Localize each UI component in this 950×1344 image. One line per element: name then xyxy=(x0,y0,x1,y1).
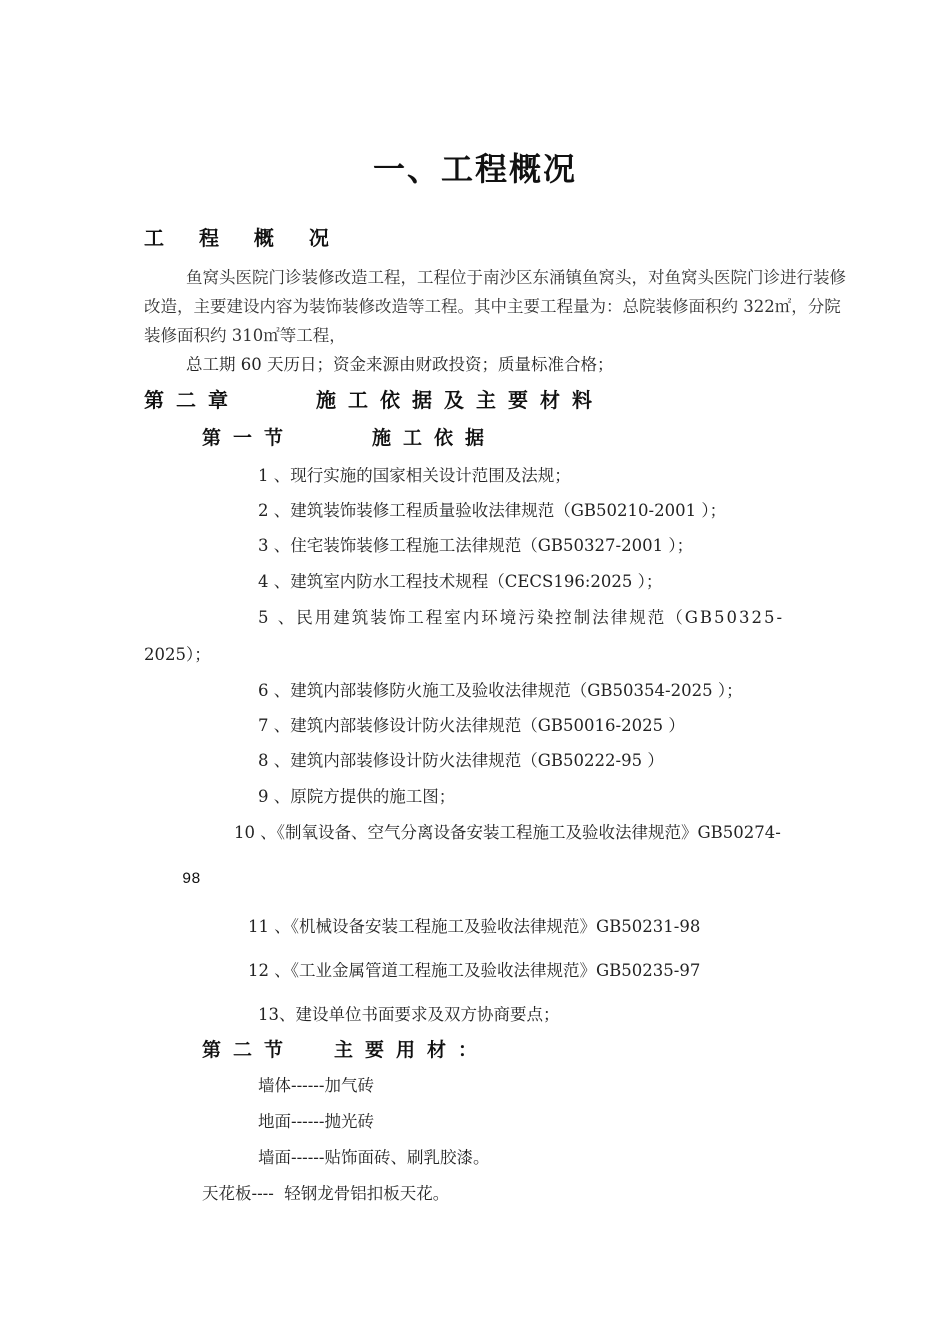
basis-item: 11 、《机械设备安装工程施工及验收法律规范》GB50231-98 xyxy=(248,917,701,936)
material-item: 墙面------贴饰面砖、刷乳胶漆。 xyxy=(258,1148,490,1167)
section1-number: 第一节 xyxy=(202,427,296,449)
basis-item: 5 、民用建筑装饰工程室内环境污染控制法律规范（GB50325- xyxy=(258,608,785,627)
basis-item: 7 、建筑内部装修设计防火法律规范（GB50016-2025 ） xyxy=(258,716,685,735)
basis-item-continued: 98 xyxy=(182,870,201,888)
basis-item: 2 、建筑装饰装修工程质量验收法律规范（GB50210-2001 ）； xyxy=(258,501,727,520)
section-title: 工 程 概 况 xyxy=(144,226,343,250)
basis-item: 9 、原院方提供的施工图； xyxy=(258,787,456,806)
basis-item: 12 、《工业金属管道工程施工及验收法律规范》GB50235-97 xyxy=(248,961,701,980)
chapter-number: 第二章 xyxy=(144,388,240,412)
material-item: 地面------抛光砖 xyxy=(258,1112,374,1131)
section2-title: 主要用材： xyxy=(334,1039,490,1061)
material-item: 墙体------加气砖 xyxy=(258,1076,374,1095)
basis-item: 4 、建筑室内防水工程技术规程（CECS196:2025 ）； xyxy=(258,572,663,591)
basis-item: 3 、住宅装饰装修工程施工法律规范（GB50327-2001 ）； xyxy=(258,536,694,555)
basis-item: 8 、建筑内部装修设计防火法律规范（GB50222-95 ） xyxy=(258,751,664,770)
basis-item: 13、建设单位书面要求及双方协商要点； xyxy=(258,1005,560,1024)
duration-line: 总工期 60 天历日；资金来源由财政投资；质量标准合格； xyxy=(186,355,614,374)
section2-number: 第二节 xyxy=(202,1039,296,1061)
main-title: 一、工程概况 xyxy=(372,150,577,188)
overview-paragraph: 鱼窝头医院门诊装修改造工程，工程位于南沙区东涌镇鱼窝头，对鱼窝头医院门诊进行装修改造，主要建设内容为装饰装修改造等工程。其中主要工程量为：总院装修面积约 322㎡，分院装修面积约 310㎡等工程， xyxy=(144,268,846,345)
material-item: 天花板---- 轻钢龙骨铝扣板天花。 xyxy=(202,1184,450,1203)
basis-item-continued: 2025）； xyxy=(144,645,211,664)
basis-item: 10 、《制氧设备、空气分离设备安装工程施工及验收法律规范》GB50274- xyxy=(234,823,781,842)
basis-item: 1 、现行实施的国家相关设计范围及法规； xyxy=(258,466,571,485)
chapter-title: 施工依据及主要材料 xyxy=(316,388,604,412)
section1-title: 施工依据 xyxy=(372,427,497,449)
basis-item: 6 、建筑内部装修防火施工及验收法律规范（GB50354-2025 ）； xyxy=(258,681,743,700)
